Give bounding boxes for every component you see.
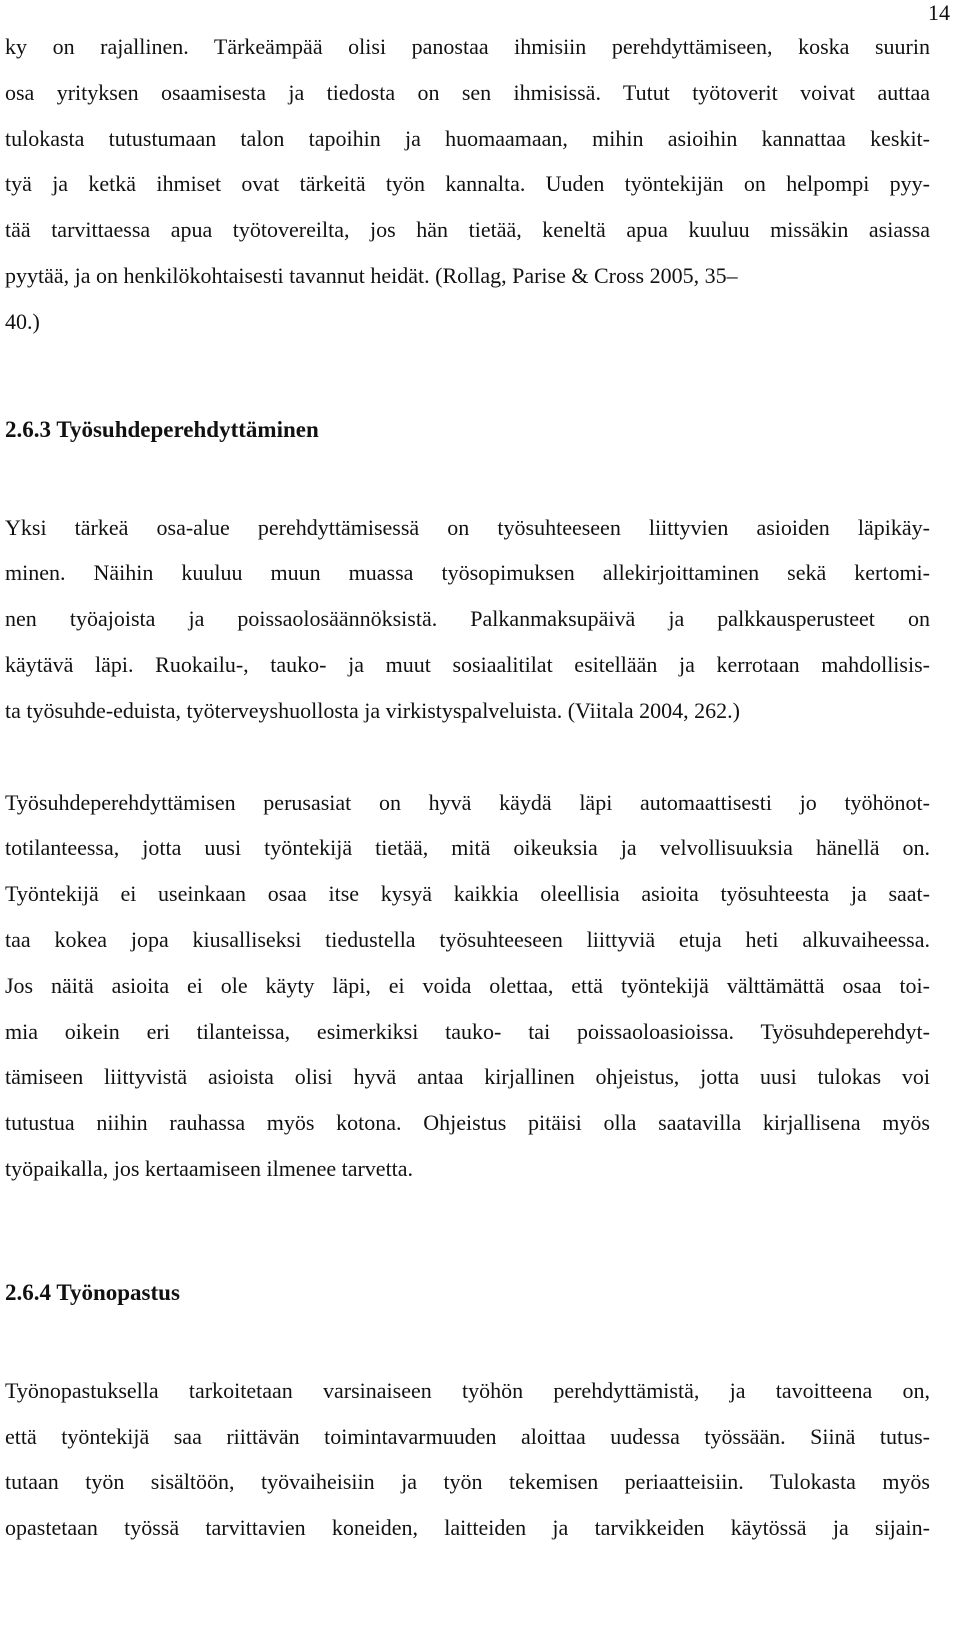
text-line: opastetaan työssä tarvittavien koneiden, laitteiden ja tarvikkeiden käytössä ja sijain- <box>5 1515 930 1541</box>
paragraph-4 <box>5 1368 930 1551</box>
text-line: ky on rajallinen. Tärkeämpää olisi panostaa ihmisiin perehdyttämiseen, koska suurin <box>5 34 930 59</box>
page-number: 14 <box>928 0 950 25</box>
paragraph-2 <box>5 505 930 734</box>
paragraph-1 <box>5 24 930 345</box>
text-line: tulokasta tutustumaan talon tapoihin ja huomaamaan, mihin asioihin kannattaa keskit- <box>5 125 930 151</box>
text-line: ta työsuhde-eduista, työterveyshuollosta ja virkistyspalveluista. (Viitala 2004, 262.) <box>5 697 740 723</box>
document-body <box>5 24 930 1551</box>
text-line: tyä ja ketkä ihmiset ovat tärkeitä työn kannalta. Uuden työntekijän on helpompi pyy- <box>5 171 930 197</box>
text-line: Työntekijä ei useinkaan osaa itse kysyä kaikkia oleellisia asioita työsuhteesta ja saat- <box>5 881 930 907</box>
section-heading-2-6-3: 2.6.3 Työsuhdeperehdyttäminen <box>5 416 319 442</box>
text-line: Työnopastuksella tarkoitetaan varsinaiseen työhön perehdyttämistä, ja tavoitteena on, <box>5 1377 930 1403</box>
text-line: minen. Näihin kuuluu muun muassa työsopimuksen allekirjoittaminen sekä kertomi- <box>5 560 930 586</box>
text-line: käytävä läpi. Ruokailu-, tauko- ja muut sosiaalitilat esitellään ja kerrotaan mahdollisis- <box>5 651 930 677</box>
text-line: tutustua niihin rauhassa myös kotona. Ohjeistus pitäisi olla saatavilla kirjallisena myös <box>5 1110 930 1136</box>
text-line: että työntekijä saa riittävän toimintavarmuuden aloittaa uudessa työssään. Siinä tutus- <box>5 1423 930 1449</box>
text-line: Työsuhdeperehdyttämisen perusasiat on hyvä käydä läpi automaattisesti jo työhönot- <box>5 789 930 815</box>
text-line: tutaan työn sisältöön, työvaiheisiin ja työn tekemisen periaatteisiin. Tulokasta myös <box>5 1469 930 1495</box>
text-line: pyytää, ja on henkilökohtaisesti tavannut heidät. (Rollag, Parise & Cross 2005, 35– <box>5 262 738 288</box>
text-line: 40.) <box>5 308 40 334</box>
text-line: Jos näitä asioita ei ole käyty läpi, ei voida olettaa, että työntekijä välttämättä osaa toi- <box>5 972 930 998</box>
paragraph-3 <box>5 780 930 1192</box>
text-line: tää tarvittaessa apua työtovereilta, jos hän tietää, keneltä apua kuuluu missäkin asiassa <box>5 217 930 243</box>
text-line: taa kokea jopa kiusalliseksi tiedustella työsuhteeseen liittyviä etuja heti alkuvaiheessa. <box>5 926 930 952</box>
text-line: työpaikalla, jos kertaamiseen ilmenee tarvetta. <box>5 1155 414 1181</box>
text-line: osa yrityksen osaamisesta ja tiedosta on sen ihmisissä. Tutut työtoverit voivat auttaa <box>5 79 930 105</box>
text-line: totilanteessa, jotta uusi työntekijä tietää, mitä oikeuksia ja velvollisuuksia hänellä on. <box>5 835 930 861</box>
section-heading-2-6-4: 2.6.4 Työnopastus <box>5 1279 180 1305</box>
text-line: tämiseen liittyvistä asioista olisi hyvä antaa kirjallinen ohjeistus, jotta uusi tulokas voi <box>5 1064 930 1090</box>
text-line: Yksi tärkeä osa-alue perehdyttämisessä on työsuhteeseen liittyvien asioiden läpikäy- <box>5 514 930 540</box>
text-line: nen työajoista ja poissaolosäännöksistä. Palkanmaksupäivä ja palkkausperusteet on <box>5 606 930 632</box>
text-line: mia oikein eri tilanteissa, esimerkiksi tauko- tai poissaoloasioissa. Työsuhdeperehdyt- <box>5 1018 930 1044</box>
